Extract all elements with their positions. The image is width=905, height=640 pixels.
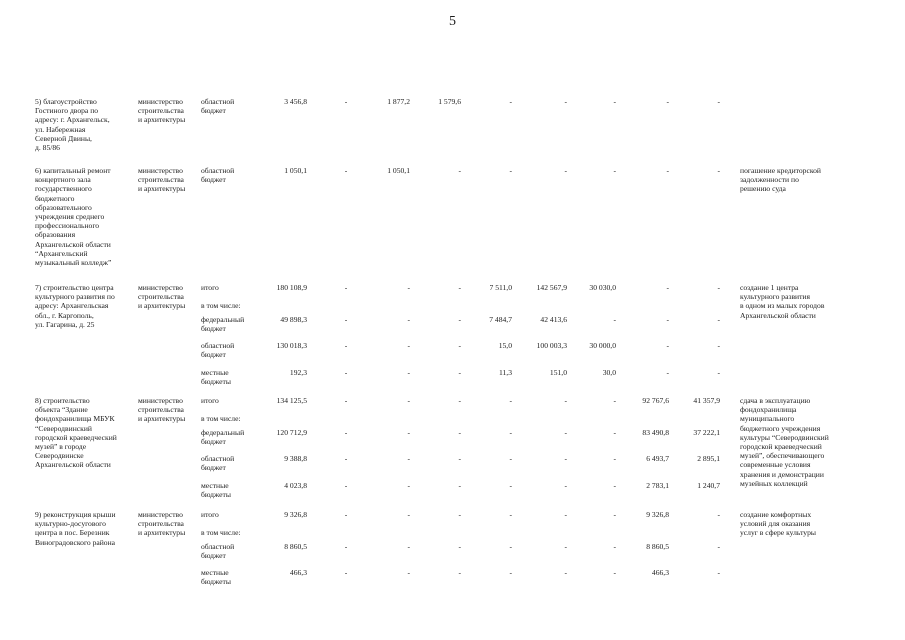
amount-cell: 1 240,7 — [697, 481, 720, 490]
executor-line: строительства — [138, 292, 184, 302]
amount-cell: - — [613, 568, 616, 577]
amount-cell: - — [717, 510, 720, 519]
amount-cell: - — [344, 396, 348, 405]
amount-cell: - — [458, 166, 461, 175]
amount-cell: - — [509, 568, 512, 577]
amount-cell: - — [407, 341, 410, 350]
result-line: современные условия — [740, 460, 811, 470]
amount-cell: - — [564, 542, 567, 551]
amount-cell: 130 018,3 — [276, 341, 307, 350]
amount-cell: - — [344, 315, 348, 324]
amount-cell: - — [613, 510, 616, 519]
measure-name-line: 6) капитальный ремонт — [35, 166, 111, 175]
measure-name-line: государственного — [35, 184, 92, 194]
measure-name-line: бюджетного — [35, 193, 75, 203]
amount-cell: 9 326,8 — [284, 510, 307, 519]
amount-cell: 2 895,1 — [697, 454, 720, 463]
amount-cell: 1 877,2 — [387, 97, 410, 106]
amount-cell: - — [458, 396, 461, 405]
amount-cell: - — [509, 396, 512, 405]
funding-source-line: областной — [201, 97, 235, 106]
result-line: создание комфортных — [740, 510, 812, 519]
funding-source-line: бюджет — [201, 551, 226, 561]
funding-source-line: бюджет — [201, 175, 226, 185]
amount-cell: - — [344, 166, 348, 175]
executor-line: строительства — [138, 106, 184, 116]
measure-name-line: центра в пос. Березник — [35, 528, 110, 538]
amount-cell: - — [407, 428, 410, 437]
amount-cell: - — [564, 481, 567, 490]
measure-name-line: музей” в городе — [35, 442, 87, 451]
measure-name-line: ул. Гагарина, д. 25 — [35, 319, 95, 329]
amount-cell: 192,3 — [289, 368, 307, 377]
funding-source-line: местные — [201, 368, 229, 377]
amount-cell: - — [407, 481, 410, 490]
amount-cell: - — [509, 454, 512, 463]
executor-line: и архитектуры — [138, 301, 186, 311]
amount-cell: - — [717, 97, 720, 106]
amount-cell: - — [344, 283, 348, 292]
amount-cell: 4 023,8 — [284, 481, 307, 490]
amount-cell: 92 767,6 — [642, 396, 669, 405]
amount-cell: - — [458, 542, 461, 551]
amount-cell: - — [458, 510, 461, 519]
result-line: погашение кредиторской — [740, 166, 821, 175]
amount-cell: 8 860,5 — [646, 542, 669, 551]
amount-cell: - — [509, 510, 512, 519]
result-line: задолженности по — [740, 175, 799, 185]
amount-cell: - — [564, 396, 567, 405]
amount-cell: 6 493,7 — [646, 454, 669, 463]
amount-cell: - — [407, 454, 410, 463]
measure-name-line: д. 85/86 — [35, 143, 60, 152]
executor-line: министерство — [138, 283, 183, 292]
measure-name-line: образовательного — [35, 202, 92, 212]
amount-cell: - — [509, 166, 512, 175]
amount-cell: - — [458, 283, 461, 292]
amount-cell: 83 490,8 — [642, 428, 669, 437]
amount-cell: - — [717, 542, 720, 551]
amount-cell: - — [717, 315, 720, 324]
amount-cell: 15,0 — [498, 341, 512, 350]
result-line: решению суда — [740, 184, 786, 194]
amount-cell: 9 326,8 — [646, 510, 669, 519]
amount-cell: - — [458, 428, 461, 437]
amount-cell: 180 108,9 — [276, 283, 307, 292]
amount-cell: 100 003,3 — [536, 341, 567, 350]
amount-cell: 42 413,6 — [540, 315, 567, 324]
amount-cell: 1 579,6 — [438, 97, 461, 106]
amount-cell: 30 030,0 — [589, 283, 616, 292]
amount-cell: - — [458, 368, 461, 377]
measure-name-line: ул. Набережная — [35, 124, 86, 134]
amount-cell: - — [564, 568, 567, 577]
measure-name-line: культурно-досугового — [35, 519, 106, 529]
funding-source-line: бюджет — [201, 106, 226, 116]
amount-cell: - — [344, 510, 348, 519]
funding-source-line: бюджет — [201, 324, 226, 334]
amount-cell: - — [666, 368, 669, 377]
amount-cell: - — [666, 283, 669, 292]
funding-source-line: бюджеты — [201, 490, 231, 500]
amount-cell: - — [344, 428, 348, 437]
measure-name-line: городской краеведческий — [35, 432, 117, 442]
amount-cell: 134 125,5 — [276, 396, 307, 405]
funding-source-line: в том числе: — [201, 301, 241, 310]
amount-cell: - — [666, 97, 669, 106]
funding-source-line: областной — [201, 542, 235, 551]
amount-cell: 30 000,0 — [589, 341, 616, 350]
result-line: музей”, обеспечивающего — [740, 451, 825, 461]
amount-cell: - — [613, 542, 616, 551]
amount-cell: 41 357,9 — [693, 396, 720, 405]
result-line: создание 1 центра — [740, 283, 799, 292]
result-line: в одном из малых городов — [740, 301, 825, 311]
funding-source-line: бюджет — [201, 437, 226, 447]
amount-cell: - — [458, 481, 461, 490]
amount-cell: - — [564, 166, 567, 175]
amount-cell: - — [613, 166, 616, 175]
funding-source-line: бюджет — [201, 463, 226, 473]
result-line: сдача в эксплуатацию — [740, 396, 811, 405]
measure-name-line: концертного зала — [35, 175, 91, 185]
measure-name-line: Виноградовского района — [35, 537, 116, 547]
funding-source-line: итого — [201, 396, 219, 405]
funding-source-line: итого — [201, 510, 219, 519]
amount-cell: - — [407, 568, 410, 577]
measure-name-line: “Архангельский — [35, 248, 88, 258]
measure-name-line: фондохранилища МБУК — [35, 414, 115, 424]
amount-cell: - — [564, 97, 567, 106]
measure-name-line: Северодвинске — [35, 451, 84, 461]
result-line: условий для оказания — [740, 519, 811, 529]
measure-name-line: Архангельской области — [35, 460, 111, 470]
amount-cell: - — [717, 568, 720, 577]
amount-cell: - — [344, 341, 348, 350]
executor-line: и архитектуры — [138, 414, 186, 424]
amount-cell: - — [458, 315, 461, 324]
amount-cell: - — [613, 396, 616, 405]
executor-line: министерство — [138, 97, 183, 106]
measure-name-line: культурного развития по — [35, 292, 115, 302]
result-line: бюджетного учреждения — [740, 423, 821, 433]
executor-line: и архитектуры — [138, 184, 186, 194]
amount-cell: - — [344, 97, 348, 106]
measure-name-line: обл., г. Каргополь, — [35, 310, 94, 320]
measure-name-line: “Северодвинский — [35, 423, 92, 433]
funding-source-line: в том числе: — [201, 414, 241, 423]
amount-cell: - — [344, 368, 348, 377]
measure-name-line: объекта “Здание — [35, 405, 88, 415]
measure-name-line: профессионального — [35, 221, 100, 231]
measure-name-line: 5) благоустройство — [35, 97, 97, 106]
measure-name-line: адресу: Архангельская — [35, 301, 109, 311]
funding-source-line: областной — [201, 166, 235, 175]
result-line: услуг в сфере культуры — [740, 528, 816, 538]
amount-cell: - — [407, 315, 410, 324]
amount-cell: 11,3 — [498, 368, 512, 377]
funding-source-line: федеральный — [201, 428, 245, 437]
executor-line: строительства — [138, 519, 184, 529]
funding-source-line: областной — [201, 341, 235, 350]
measure-name-line: 9) реконструкция крыши — [35, 510, 116, 519]
amount-cell: - — [564, 428, 567, 437]
amount-cell: - — [344, 542, 348, 551]
amount-cell: 7 484,7 — [489, 315, 512, 324]
amount-cell: 466,3 — [651, 568, 669, 577]
funding-source-line: бюджет — [201, 350, 226, 360]
amount-cell: - — [509, 97, 512, 106]
funding-source-line: местные — [201, 568, 229, 577]
amount-cell: - — [717, 341, 720, 350]
funding-source-line: федеральный — [201, 315, 245, 324]
result-line: музейных коллекций — [740, 478, 808, 488]
result-line: Архангельской области — [740, 310, 816, 320]
amount-cell: 30,0 — [602, 368, 616, 377]
amount-cell: - — [613, 97, 616, 106]
measure-name-line: музыкальный колледж” — [35, 258, 112, 267]
amount-cell: - — [344, 454, 348, 463]
amount-cell: 3 456,8 — [284, 97, 307, 106]
measure-name-line: 7) строительство центра — [35, 283, 114, 292]
executor-line: строительства — [138, 405, 184, 415]
page-number: 5 — [449, 14, 456, 29]
amount-cell: - — [509, 428, 512, 437]
amount-cell: 8 860,5 — [284, 542, 307, 551]
executor-line: министерство — [138, 166, 183, 175]
amount-cell: - — [407, 283, 410, 292]
result-line: хранения и демонстрации — [740, 469, 824, 479]
executor-line: и архитектуры — [138, 115, 186, 125]
amount-cell: - — [458, 568, 461, 577]
result-line: культуры “Северодвинский — [740, 432, 829, 442]
measure-name-line: учреждения среднего — [35, 212, 105, 221]
amount-cell: - — [717, 368, 720, 377]
amount-cell: - — [344, 481, 348, 490]
amount-cell: - — [613, 428, 616, 437]
result-line: культурного развития — [740, 292, 810, 302]
amount-cell: 1 050,1 — [387, 166, 410, 175]
amount-cell: - — [509, 542, 512, 551]
executor-line: и архитектуры — [138, 528, 186, 538]
funding-source-line: бюджеты — [201, 377, 231, 387]
amount-cell: - — [564, 454, 567, 463]
amount-cell: - — [407, 542, 410, 551]
result-line: муниципального — [740, 414, 795, 424]
amount-cell: - — [613, 454, 616, 463]
amount-cell: - — [613, 481, 616, 490]
amount-cell: 49 898,3 — [280, 315, 307, 324]
amount-cell: 37 222,1 — [693, 428, 720, 437]
measure-name-line: образования — [35, 230, 76, 240]
result-line: городской краеведческий — [740, 442, 822, 451]
amount-cell: - — [407, 396, 410, 405]
amount-cell: - — [666, 315, 669, 324]
amount-cell: - — [717, 283, 720, 292]
amount-cell: - — [344, 568, 348, 577]
funding-source-line: областной — [201, 454, 235, 463]
funding-source-line: бюджеты — [201, 577, 231, 587]
amount-cell: 151,0 — [549, 368, 567, 377]
amount-cell: 2 783,1 — [646, 481, 669, 490]
amount-cell: - — [407, 510, 410, 519]
amount-cell: - — [666, 166, 669, 175]
executor-line: министерство — [138, 396, 183, 405]
amount-cell: - — [666, 341, 669, 350]
funding-source-line: в том числе: — [201, 528, 241, 537]
amount-cell: 120 712,9 — [276, 428, 307, 437]
amount-cell: - — [564, 510, 567, 519]
amount-cell: - — [613, 315, 616, 324]
amount-cell: - — [458, 341, 461, 350]
amount-cell: 9 388,8 — [284, 454, 307, 463]
amount-cell: 142 567,9 — [536, 283, 567, 292]
funding-source-line: местные — [201, 481, 229, 490]
amount-cell: - — [458, 454, 461, 463]
measure-name-line: Архангельской области — [35, 239, 111, 249]
measure-name-line: 8) строительство — [35, 396, 90, 405]
result-line: фондохранилища — [740, 405, 797, 415]
executor-line: министерство — [138, 510, 183, 519]
amount-cell: 7 511,0 — [489, 283, 512, 292]
measure-name-line: Гостиного двора по — [35, 106, 99, 116]
amount-cell: 1 050,1 — [284, 166, 307, 175]
measure-name-line: Северной Двины, — [35, 133, 92, 143]
executor-line: строительства — [138, 175, 184, 185]
amount-cell: - — [509, 481, 512, 490]
measure-name-line: адресу: г. Архангельск, — [35, 115, 110, 125]
amount-cell: - — [717, 166, 720, 175]
amount-cell: - — [407, 368, 410, 377]
amount-cell: 466,3 — [289, 568, 307, 577]
funding-source-line: итого — [201, 283, 219, 292]
